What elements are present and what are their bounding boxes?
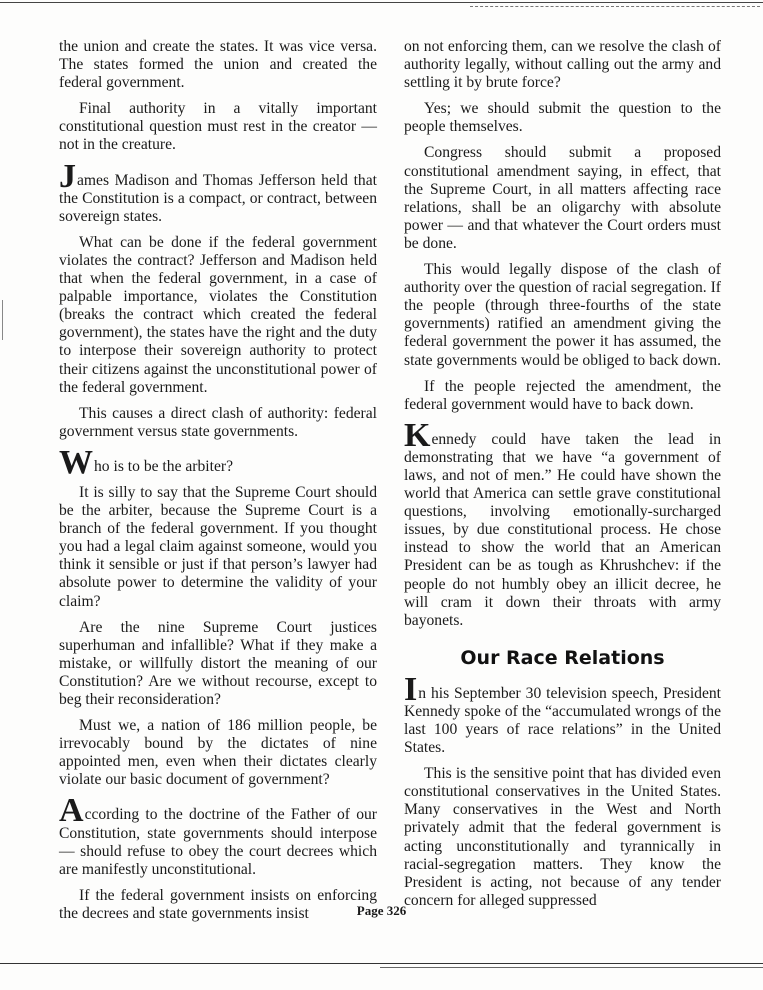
paragraph: Congress should submit a proposed constitutional amendment saying, in effect, that the Supreme Court, in all matters affecting race relations, shall be an oligarchy with absolute power — and that whatever the Court orders must be done. [404, 144, 721, 252]
paragraph: This would legally dispose of the clash of authority over the question of racial segregation. If the people (through three-fourths of the state governments) ratified an amendment giving the federal government the power it has assumed, the state governments would be obliged to back down. [404, 261, 722, 369]
paragraph: Must we, a nation of 186 million people, be irrevocably bound by the dictates of nine appointed men, even when their dictates clearly violate our basic document of government? [59, 717, 377, 789]
drop-cap: W [59, 443, 93, 481]
left-column [59, 38, 377, 931]
top-rule [0, 2, 763, 3]
paragraph: the union and create the states. It was vice versa. The states formed the union and created the federal government. [59, 38, 377, 92]
right-column [404, 38, 721, 918]
paragraph-with-initial [404, 416, 721, 630]
page-number: Page 326 [356, 903, 407, 918]
paragraph: Yes; we should submit the question to the people themselves. [404, 100, 721, 136]
paragraph-text: ccording to the doctrine of the Father of our Constitution, state governments should interpose — should refuse to obey the court decrees which are manifestly unconstitutional. [59, 806, 377, 878]
paragraph: Are the nine Supreme Court justices superhuman and infallible? What if they make a mistake, or willfully distort the meaning of our Constitution? Are we without recourse, except to beg their reconsideration? [59, 618, 377, 708]
paragraph-with-initial [59, 443, 377, 481]
drop-cap: I [404, 670, 418, 708]
top-rule-secondary [470, 6, 760, 7]
paragraph-text: ames Madison and Thomas Jefferson held that the Constitution is a compact, or contract, between sovereign states. [59, 171, 377, 225]
paragraph: on not enforcing them, can we resolve the clash of authority legally, without calling out the army and settling it by brute force? [404, 38, 721, 92]
bottom-rule-secondary [380, 967, 763, 968]
paragraph-with-initial [59, 157, 377, 226]
drop-cap: A [59, 792, 84, 830]
paragraph: Final authority in a vitally important constitutional question must rest in the creator — not in the creature. [59, 100, 377, 154]
drop-cap: K [404, 416, 431, 454]
bottom-rule [0, 963, 763, 964]
drop-cap: J [59, 157, 76, 195]
paragraph-text: ho is to be the arbiter? [94, 457, 233, 475]
paragraph-with-initial [59, 792, 377, 878]
paragraph: This is the sensitive point that has divided even constitutional conservatives in the United States. Many conservatives in the West and North privately admit that the federal government is acting unconstitutionally and tyrannically in racial-segregation matters. They know the President is acting, not because of any tender concern for alleged suppressed [404, 765, 721, 909]
paragraph: If the federal government insists on enforcing the decrees and state governments insist [59, 886, 377, 922]
paragraph: What can be done if the federal government violates the contract? Jefferson and Madison held that when the federal government, in a case of palpable importance, violates the Constitution (breaks the contract which created the federal government), the states have the right and the duty to interpose their sovereign authority to protect their citizens against the unconstitutional power of the federal government. [59, 233, 377, 396]
paragraph: It is silly to say that the Supreme Court should be the arbiter, because the Supreme Court is a branch of the federal government. If you thought you had a legal claim against someone, would you think it sensible or just if that person’s lawyer had absolute power to determine the validity of your claim? [59, 483, 377, 610]
section-heading: Our Race Relations [460, 646, 665, 669]
paragraph-text: n his September 30 television speech, President Kennedy spoke of the “accumulated wrongs of the last 100 years of race relations” in the United States. [404, 684, 721, 757]
paragraph: If the people rejected the amendment, the federal government would have to back down. [404, 377, 721, 413]
margin-mark [2, 300, 3, 340]
paragraph: This causes a direct clash of authority: federal government versus state governments. [59, 404, 377, 440]
paragraph-text: ennedy could have taken the lead in demonstrating that we have “a government of laws, and not of men.” He could have shown the world that America can settle grave constitutional questions, involving emotionally-surcharged issues, by due constitutional process. He chose instead to show the world that an American President can be as tough as Khrushchev: if the people do not humbly obey an illicit decree, he will cram it down their throats with army bayonets. [404, 430, 721, 629]
paragraph-with-initial [404, 670, 721, 757]
